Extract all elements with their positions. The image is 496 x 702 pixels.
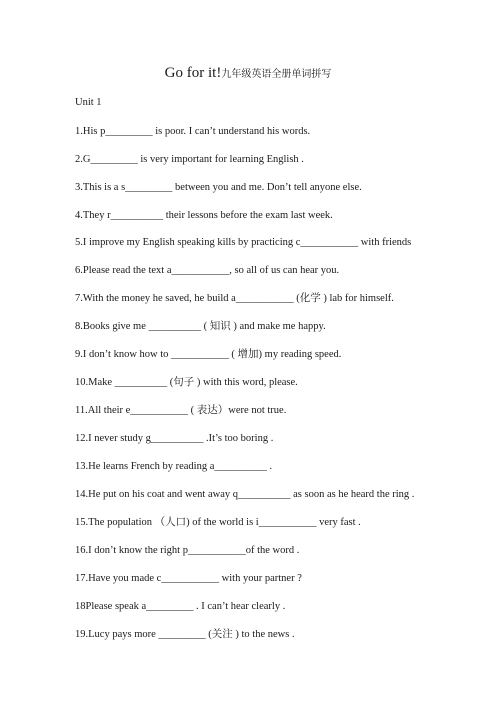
unit-heading: Unit 1 [75,97,102,108]
question-18: 18Please speak a_________ . I can’t hear clearly . [75,601,286,612]
question-9: 9.I don’t know how to ___________ ( 增加) my reading speed. [75,349,342,360]
title-english: Go for it! [164,65,222,81]
question-12: 12.I never study g__________ .It’s too boring . [75,433,274,444]
question-15: 15.The population （人口) of the world is i___________ very fast . [75,517,361,528]
page-title [0,64,496,82]
question-11: 11.All their e___________ ( 表达）were not true. [75,405,287,416]
question-16: 16.I don’t know the right p___________of the word . [75,545,300,556]
question-6: 6.Please read the text a___________, so all of us can hear you. [75,265,340,276]
question-7: 7.With the money he saved, he build a___________ (化学 ) lab for himself. [75,293,394,304]
question-13: 13.He learns French by reading a__________ . [75,461,273,472]
question-14: 14.He put on his coat and went away q__________ as soon as he heard the ring . [75,489,415,500]
question-8: 8.Books give me __________ ( 知识 ) and make me happy. [75,321,326,332]
question-5: 5.I improve my English speaking kills by practicing c___________ with friends [75,237,412,248]
question-1: 1.His p_________ is poor. I can’t understand his words. [75,126,311,137]
question-2: 2.G_________ is very important for learning English . [75,154,304,165]
question-10: 10.Make __________ (句子 ) with this word, please. [75,377,298,388]
question-4: 4.They r__________ their lessons before the exam last week. [75,210,333,221]
title-chinese: 九年级英语全册单词拼写 [221,69,332,80]
question-3: 3.This is a s_________ between you and me. Don’t tell anyone else. [75,182,362,193]
question-19: 19.Lucy pays more _________ (关注 ) to the news . [75,629,295,640]
question-17: 17.Have you made c___________ with your partner ? [75,573,302,584]
